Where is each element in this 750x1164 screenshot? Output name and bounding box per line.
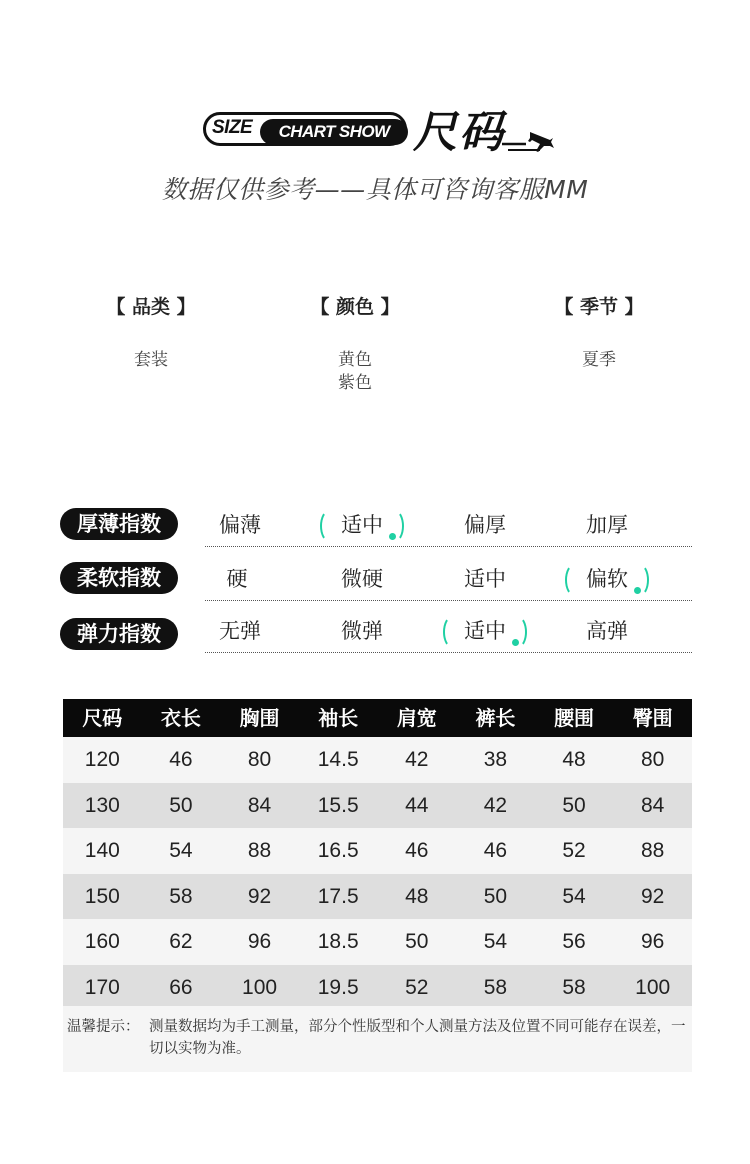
table-cell: 44 xyxy=(405,793,429,817)
table-cell: 14.5 xyxy=(317,748,359,771)
table-cell: 54 xyxy=(562,884,586,908)
table-cell: 50 xyxy=(483,884,508,908)
table-cell: 92 xyxy=(247,884,272,908)
column-header: 尺码 xyxy=(82,706,123,730)
table-row xyxy=(63,828,692,874)
table-cell: 140 xyxy=(84,839,120,863)
table-cell: 42 xyxy=(483,793,508,817)
attribute-season xyxy=(499,292,699,372)
attribute-category xyxy=(51,292,251,372)
table-cell: 62 xyxy=(169,930,193,954)
table-cell: 48 xyxy=(405,884,429,908)
table-cell: 52 xyxy=(562,839,586,863)
attribute-value: 夏季 xyxy=(582,350,616,370)
column-header: 胸围 xyxy=(239,706,280,730)
selected-dot xyxy=(389,533,396,540)
note-text: 测量数据均为手工测量，部分个性版型和个人测量方法及位置不同可能存在误差，一切以实物为准。 xyxy=(149,1019,686,1057)
attribute-value: 紫色 xyxy=(338,373,372,393)
table-cell: 58 xyxy=(169,884,193,908)
table-cell: 100 xyxy=(635,975,671,999)
table-row xyxy=(63,783,692,829)
table-cell: 46 xyxy=(169,748,193,771)
attribute-value: 黄色 xyxy=(338,350,372,370)
table-cell: 130 xyxy=(84,793,120,817)
table-cell: 56 xyxy=(562,930,586,954)
index-option: 偏薄 xyxy=(219,513,261,537)
table-cell: 58 xyxy=(562,975,586,999)
table-cell: 96 xyxy=(641,930,665,954)
measurement-note xyxy=(63,1006,692,1072)
index-option: 适中 xyxy=(464,567,506,591)
index-option-selected xyxy=(435,614,535,648)
airplane-icon xyxy=(500,118,556,154)
table-cell: 50 xyxy=(169,793,193,817)
logo-chinese-title: 尺码 xyxy=(413,107,505,158)
selected-dot xyxy=(634,587,641,594)
table-cell: 84 xyxy=(641,793,665,817)
column-header: 衣长 xyxy=(160,706,201,730)
column-header: 袖长 xyxy=(318,706,359,730)
table-cell: 170 xyxy=(84,975,120,999)
table-cell: 58 xyxy=(483,975,508,999)
column-header: 肩宽 xyxy=(396,706,437,730)
attribute-heading: 【 颜色 】 xyxy=(310,296,400,318)
column-header: 臀围 xyxy=(632,706,673,730)
column-header: 腰围 xyxy=(554,706,595,730)
logo-size-text: SIZE xyxy=(212,117,253,138)
dotted-divider xyxy=(205,600,692,601)
table-cell: 50 xyxy=(405,930,429,954)
table-cell: 38 xyxy=(483,748,508,771)
index-option: 微硬 xyxy=(341,567,383,591)
index-option: 高弹 xyxy=(586,619,628,643)
thickness-index-row xyxy=(60,508,692,548)
index-option-selected xyxy=(312,508,412,542)
table-cell: 66 xyxy=(169,975,193,999)
index-option: 无弹 xyxy=(219,619,261,643)
logo-chart-show-text: CHART SHOW xyxy=(260,119,408,145)
table-cell: 54 xyxy=(483,930,508,954)
table-cell: 50 xyxy=(562,793,586,817)
table-cell: 42 xyxy=(405,748,429,771)
table-row xyxy=(63,919,692,965)
table-cell: 52 xyxy=(405,975,429,999)
attribute-heading: 【 季节 】 xyxy=(554,296,644,318)
note-label: 温馨提示： xyxy=(67,1019,140,1035)
attribute-color xyxy=(255,292,455,395)
column-header: 裤长 xyxy=(475,706,516,730)
subtitle: 数据仅供参考——具体可咨询客服MM xyxy=(161,175,589,204)
table-cell: 160 xyxy=(84,930,120,954)
index-option: 硬 xyxy=(226,567,248,591)
table-cell: 120 xyxy=(84,748,120,771)
table-cell: 88 xyxy=(247,839,272,863)
dotted-divider xyxy=(205,546,692,547)
table-cell: 15.5 xyxy=(317,793,359,817)
table-cell: 100 xyxy=(242,975,278,999)
table-cell: 19.5 xyxy=(317,975,359,999)
table-cell: 48 xyxy=(562,748,586,771)
table-cell: 16.5 xyxy=(317,839,359,863)
selected-dot xyxy=(512,639,519,646)
logo-pill xyxy=(203,112,407,146)
attribute-heading: 【 品类 】 xyxy=(106,296,196,318)
softness-index-row xyxy=(60,562,692,602)
table-cell: 96 xyxy=(247,930,272,954)
table-cell: 46 xyxy=(405,839,429,863)
table-cell: 17.5 xyxy=(317,884,359,908)
dotted-divider xyxy=(205,652,692,653)
table-cell: 54 xyxy=(169,839,193,863)
index-label: 弹力指数 xyxy=(60,618,178,650)
table-cell: 88 xyxy=(641,839,665,863)
table-row xyxy=(63,874,692,920)
size-chart-logo xyxy=(200,100,560,160)
table-cell: 92 xyxy=(641,884,665,908)
index-label: 柔软指数 xyxy=(60,562,178,594)
index-label: 厚薄指数 xyxy=(60,508,178,540)
table-row xyxy=(63,737,692,783)
table-row xyxy=(63,965,692,1011)
table-cell: 18.5 xyxy=(317,930,359,954)
index-option-text: 适中 xyxy=(464,619,506,643)
table-cell: 46 xyxy=(483,839,508,863)
index-option-selected xyxy=(557,562,657,596)
table-header xyxy=(63,699,692,737)
table-cell: 80 xyxy=(641,748,665,771)
index-option-text: 适中 xyxy=(341,513,383,537)
attribute-value: 套装 xyxy=(134,350,168,370)
index-option: 加厚 xyxy=(586,513,628,537)
table-cell: 84 xyxy=(247,793,272,817)
index-option: 微弹 xyxy=(341,619,383,643)
size-table xyxy=(63,699,692,1011)
index-option: 偏厚 xyxy=(464,513,506,537)
elasticity-index-row xyxy=(60,614,692,654)
table-cell: 80 xyxy=(247,748,272,771)
table-cell: 150 xyxy=(84,884,120,908)
index-option-text: 偏软 xyxy=(586,567,628,591)
